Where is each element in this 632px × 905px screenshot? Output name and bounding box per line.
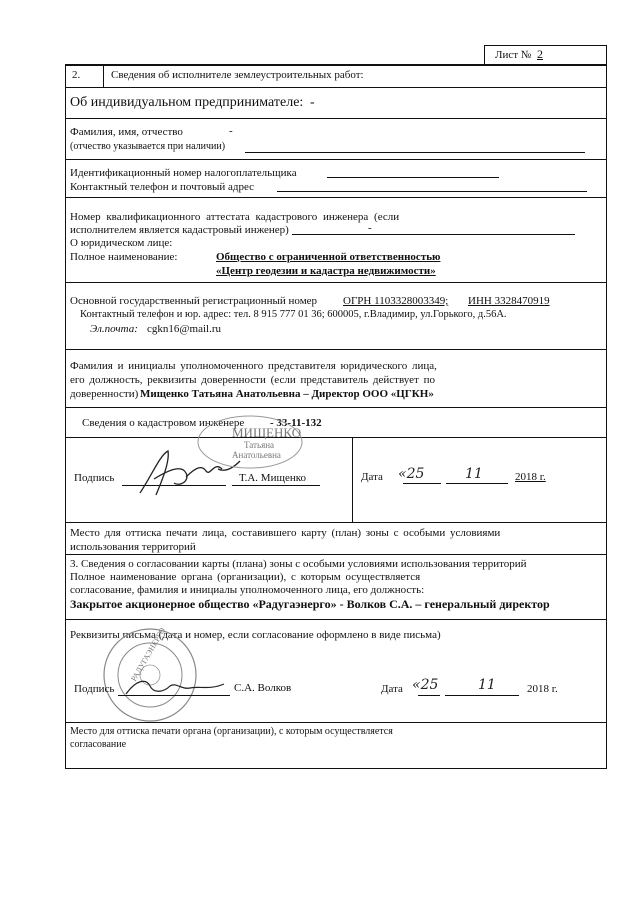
date-day-3: «25 bbox=[412, 677, 439, 693]
date-day-line-3 bbox=[418, 695, 440, 696]
individual-label: Об индивидуальном предпринимателе: bbox=[70, 95, 304, 110]
date-day: «25 bbox=[398, 466, 425, 482]
seal-line1: Место для оттиска печати лица, составившего карту (план) зоны с особыми условиями bbox=[70, 527, 501, 539]
rep-line3-prefix: доверенности) bbox=[70, 388, 139, 400]
row-sep bbox=[65, 118, 606, 119]
date-month-line bbox=[446, 483, 508, 484]
row-sep bbox=[65, 554, 606, 555]
seal-line2: использования территорий bbox=[70, 541, 196, 553]
row-sep bbox=[65, 437, 606, 438]
signature-volkov bbox=[120, 672, 230, 702]
cert-fill-line bbox=[292, 234, 575, 235]
date-month-line-3 bbox=[445, 695, 519, 696]
row-sep bbox=[65, 349, 606, 350]
cert-line2: исполнителем является кадастровый инженер) bbox=[70, 224, 289, 236]
date-year-3: 2018 г. bbox=[527, 683, 558, 695]
legal-label: О юридическом лице: bbox=[70, 237, 173, 249]
stamp-patr: Анатольевна bbox=[232, 450, 281, 460]
sign-label-3: Подпись bbox=[74, 683, 115, 695]
row-sep bbox=[65, 197, 606, 198]
date-year: 2018 г. bbox=[515, 471, 546, 483]
ogrn-value: ОГРН 1103328003349; bbox=[343, 295, 449, 307]
inn-fill-line bbox=[327, 177, 499, 178]
stamp-first: Татьяна bbox=[244, 440, 275, 450]
row-sep bbox=[65, 407, 606, 408]
letter-label: Реквизиты письма (дата и номер, если согласование оформлено в виде письма) bbox=[70, 629, 441, 641]
seal3-line1: Место для оттиска печати органа (организации), с которым осуществляется bbox=[70, 726, 393, 737]
seal3-line2: согласование bbox=[70, 739, 127, 750]
col-sep bbox=[352, 437, 353, 522]
fio-label: Фамилия, имя, отчество bbox=[70, 126, 183, 138]
date-month: 11 bbox=[465, 466, 483, 482]
row-sep bbox=[65, 87, 606, 88]
stamp-name: МИЩЕНКО bbox=[232, 425, 302, 440]
cert-value: - bbox=[368, 222, 372, 234]
date-label: Дата bbox=[361, 471, 383, 483]
cert-line1: Номер квалификационного аттестата кадастрового инженера (если bbox=[70, 211, 400, 223]
fio-value: - bbox=[229, 125, 233, 137]
signer-name: Т.А. Мищенко bbox=[239, 472, 307, 484]
sheet-label: Лист № bbox=[495, 49, 532, 61]
signer-fill-line bbox=[232, 485, 320, 486]
date-day-line bbox=[403, 483, 441, 484]
contact-label: Контактный телефон и почтовый адрес bbox=[70, 181, 255, 193]
inn-label: Идентификационный номер налогоплательщика bbox=[70, 167, 297, 179]
stamp-org-text: РАДУГАЭНЕРГО bbox=[129, 626, 168, 683]
rep-line2: его должность, реквизиты доверенности (если представитель действует по bbox=[70, 374, 435, 386]
sheet-number: 2 bbox=[537, 47, 543, 61]
col-sep bbox=[103, 64, 104, 87]
section3-line3: согласование, фамилия и инициалы уполномоченного лица, его должность: bbox=[70, 584, 425, 596]
row-sep bbox=[65, 522, 606, 523]
section3-line1: 3. Сведения о согласовании карты (плана) зоны с особыми условиями использования территорий bbox=[70, 558, 527, 570]
row-sep bbox=[65, 619, 606, 620]
rep-value: Мищенко Татьяна Анатольевна – Директор ООО «ЦГКН» bbox=[140, 388, 434, 400]
row-sep bbox=[65, 159, 606, 160]
email-label: Эл.почта: bbox=[90, 323, 138, 335]
inn-value: ИНН 3328470919 bbox=[468, 295, 550, 307]
signer-name-3: С.А. Волков bbox=[234, 682, 292, 694]
fullname-line2: «Центр геодезии и кадастра недвижимости» bbox=[216, 265, 436, 277]
org-value: Закрытое акционерное общество «Радугаэнерго» - Волков С.А. – генеральный директор bbox=[70, 597, 550, 611]
section3-line2: Полное наименование органа (организации), с которым осуществляется bbox=[70, 571, 421, 583]
row-sep bbox=[65, 282, 606, 283]
rep-line1: Фамилия и инициалы уполномоченного представителя юридического лица, bbox=[70, 360, 437, 372]
section2-number: 2. bbox=[72, 69, 81, 81]
sign-label: Подпись bbox=[74, 472, 115, 484]
fullname-label: Полное наименование: bbox=[70, 251, 178, 263]
engineer-value: - 33-11-132 bbox=[270, 417, 322, 429]
date-month-3: 11 bbox=[478, 677, 496, 693]
fio-note: (отчество указывается при наличии) bbox=[70, 141, 226, 152]
engineer-label: Сведения о кадастровом инженере bbox=[82, 417, 245, 429]
ogrn-label: Основной государственный регистрационный номер bbox=[70, 295, 318, 307]
contact-fill-line bbox=[277, 191, 587, 192]
individual-value: - bbox=[310, 95, 315, 110]
fullname-line1: Общество с ограниченной ответственностью bbox=[216, 251, 441, 263]
fio-fill-line bbox=[245, 152, 585, 153]
contact-line: Контактный телефон и юр. адрес: тел. 8 915 777 01 36; 600005, г.Владимир, ул.Горького, д.56А. bbox=[80, 309, 507, 320]
date-label-3: Дата bbox=[381, 683, 403, 695]
section2-title: Сведения об исполнителе землеустроительных работ: bbox=[111, 69, 364, 81]
email-value: cgkn16@mail.ru bbox=[147, 323, 221, 335]
